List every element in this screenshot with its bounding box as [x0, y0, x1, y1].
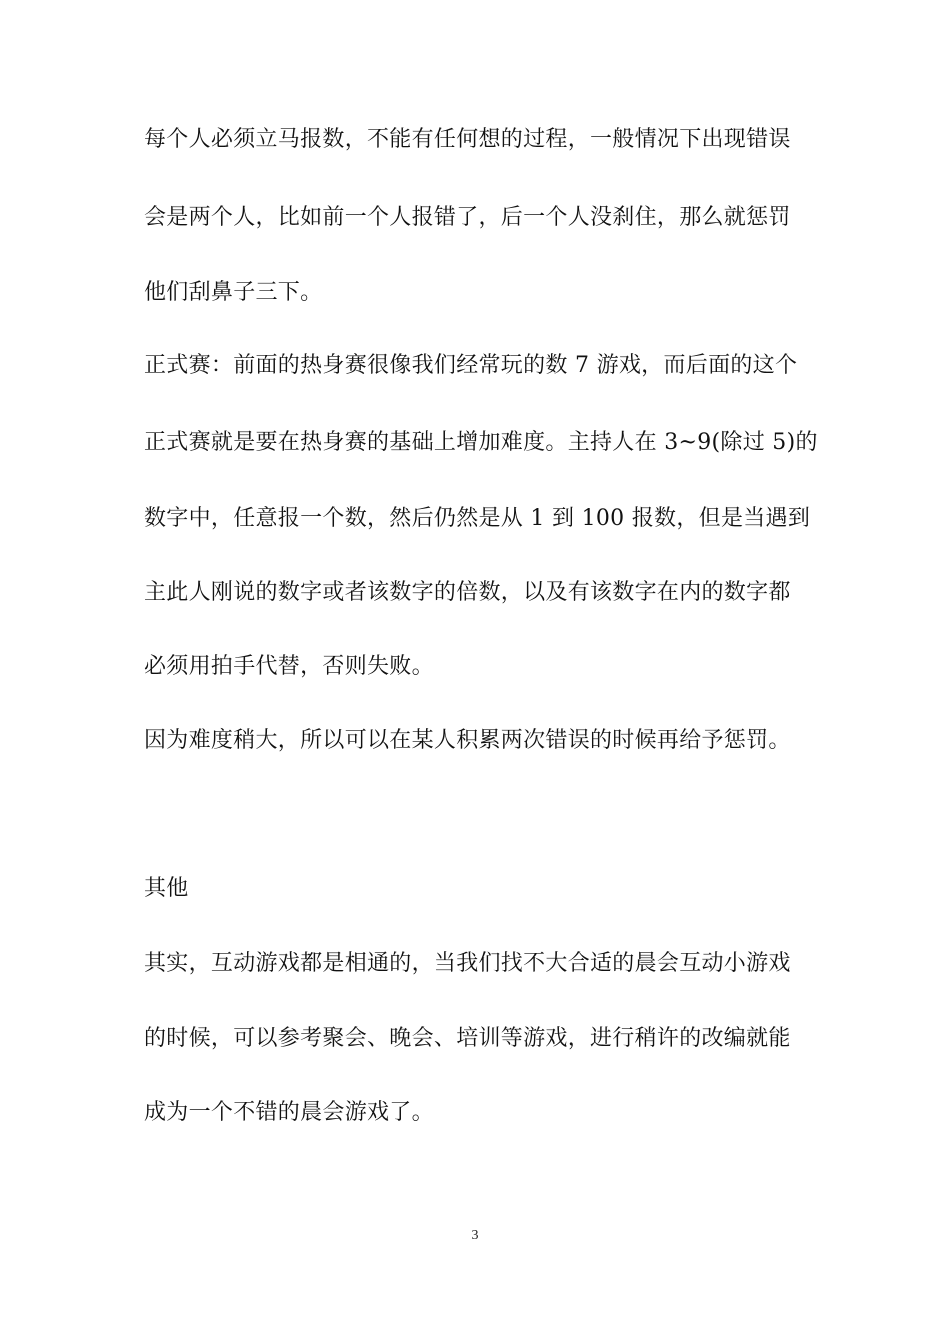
text-line: 会是两个人，比如前一个人报错了，后一个人没刹住，那么就惩罚: [144, 205, 791, 230]
text-line: 数字中，任意报一个数，然后仍然是从 1 到 100 报数，但是当遇到: [144, 506, 811, 531]
text-line: 他们刮鼻子三下。: [144, 280, 323, 305]
text-line: 成为一个不错的晨会游戏了。: [144, 1100, 434, 1125]
page-number: 3: [471, 1228, 479, 1243]
text-line: 因为难度稍大，所以可以在某人积累两次错误的时候再给予惩罚。: [144, 728, 791, 753]
text-line: 每个人必须立马报数，不能有任何想的过程，一般情况下出现错误: [144, 127, 791, 152]
text-line: 的时候，可以参考聚会、晚会、培训等游戏，进行稍许的改编就能: [144, 1026, 791, 1051]
text-line: 其实，互动游戏都是相通的，当我们找不大合适的晨会互动小游戏: [144, 951, 791, 976]
text-line: 必须用拍手代替，否则失败。: [144, 654, 434, 679]
text-line: 正式赛就是要在热身赛的基础上增加难度。主持人在 3~9(除过 5)的: [144, 430, 818, 455]
section-heading: 其他: [144, 876, 189, 901]
text-line: 主此人刚说的数字或者该数字的倍数，以及有该数字在内的数字都: [144, 580, 791, 605]
text-line: 正式赛：前面的热身赛很像我们经常玩的数 7 游戏，而后面的这个: [144, 353, 798, 378]
